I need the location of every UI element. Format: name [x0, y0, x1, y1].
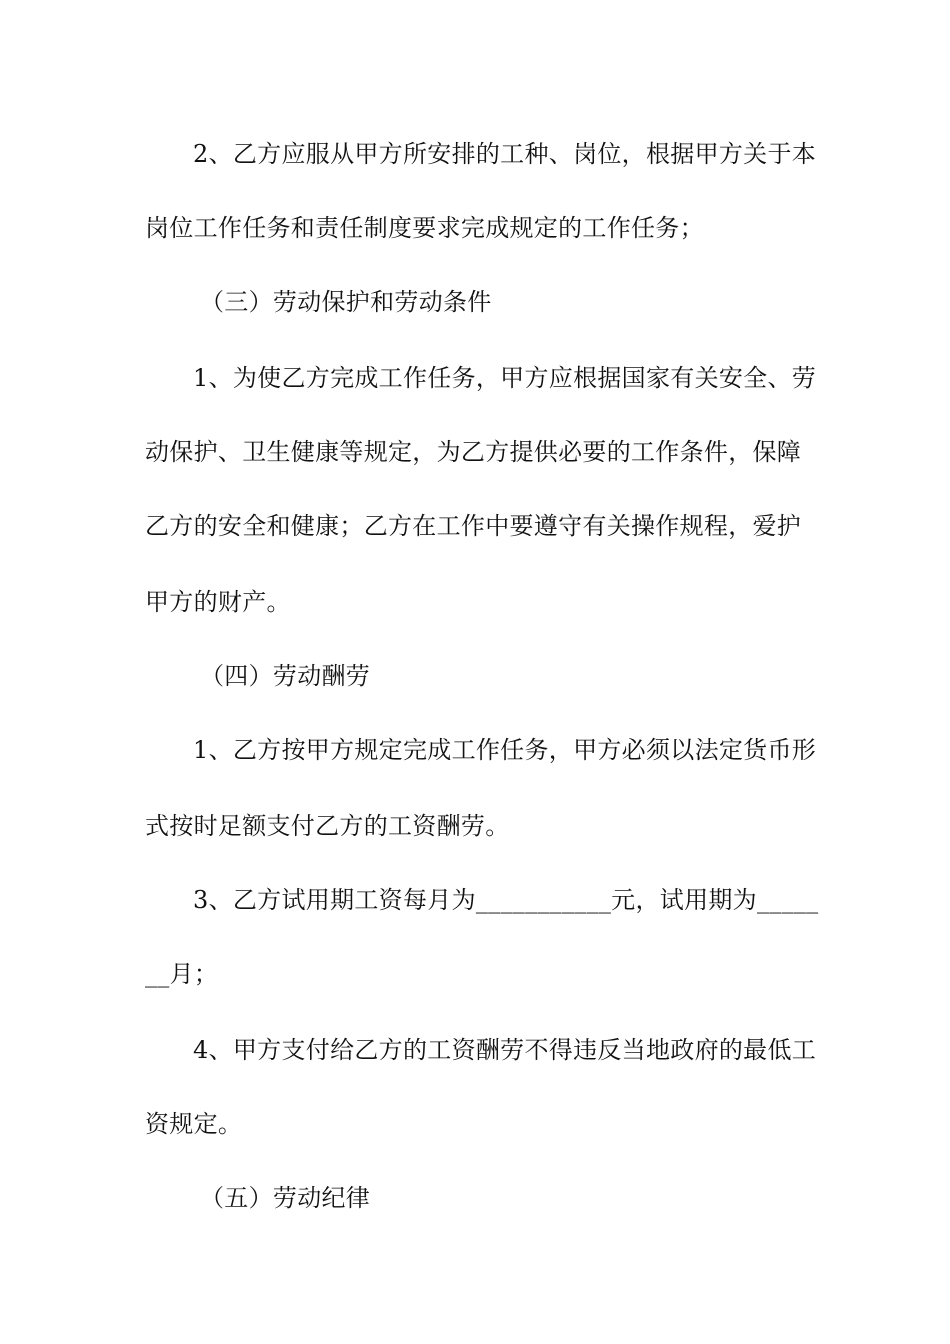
- clause-2-line-2: 岗位工作任务和责任制度要求完成规定的工作任务；: [145, 214, 704, 242]
- section-heading-5: （五）劳动纪律: [200, 1184, 371, 1212]
- clause-1-line-1: 1、为使乙方完成工作任务，甲方应根据国家有关安全、劳: [193, 364, 817, 392]
- clause-1-line-3: 乙方的安全和健康；乙方在工作中要遵守有关操作规程，爱护: [145, 512, 802, 540]
- pay-clause-1-line-1: 1、乙方按甲方规定完成工作任务，甲方必须以法定货币形: [193, 736, 817, 764]
- pay-clause-4-line-1: 4、甲方支付给乙方的工资酬劳不得违反当地政府的最低工: [193, 1036, 817, 1064]
- pay-clause-3-line-2: __月；: [145, 960, 219, 988]
- section-heading-4: （四）劳动酬劳: [200, 662, 371, 690]
- section-heading-3: （三）劳动保护和劳动条件: [200, 288, 492, 316]
- pay-clause-1-line-2: 式按时足额支付乙方的工资酬劳。: [145, 812, 510, 840]
- pay-clause-4-line-2: 资规定。: [145, 1110, 243, 1138]
- clause-1-line-2: 动保护、卫生健康等规定，为乙方提供必要的工作条件，保障: [145, 438, 802, 466]
- pay-clause-3-line-1: 3、乙方试用期工资每月为___________元，试用期为_____: [193, 886, 819, 914]
- clause-2-line-1: 2、乙方应服从甲方所安排的工种、岗位，根据甲方关于本: [193, 140, 817, 168]
- clause-1-line-4: 甲方的财产。: [145, 588, 291, 616]
